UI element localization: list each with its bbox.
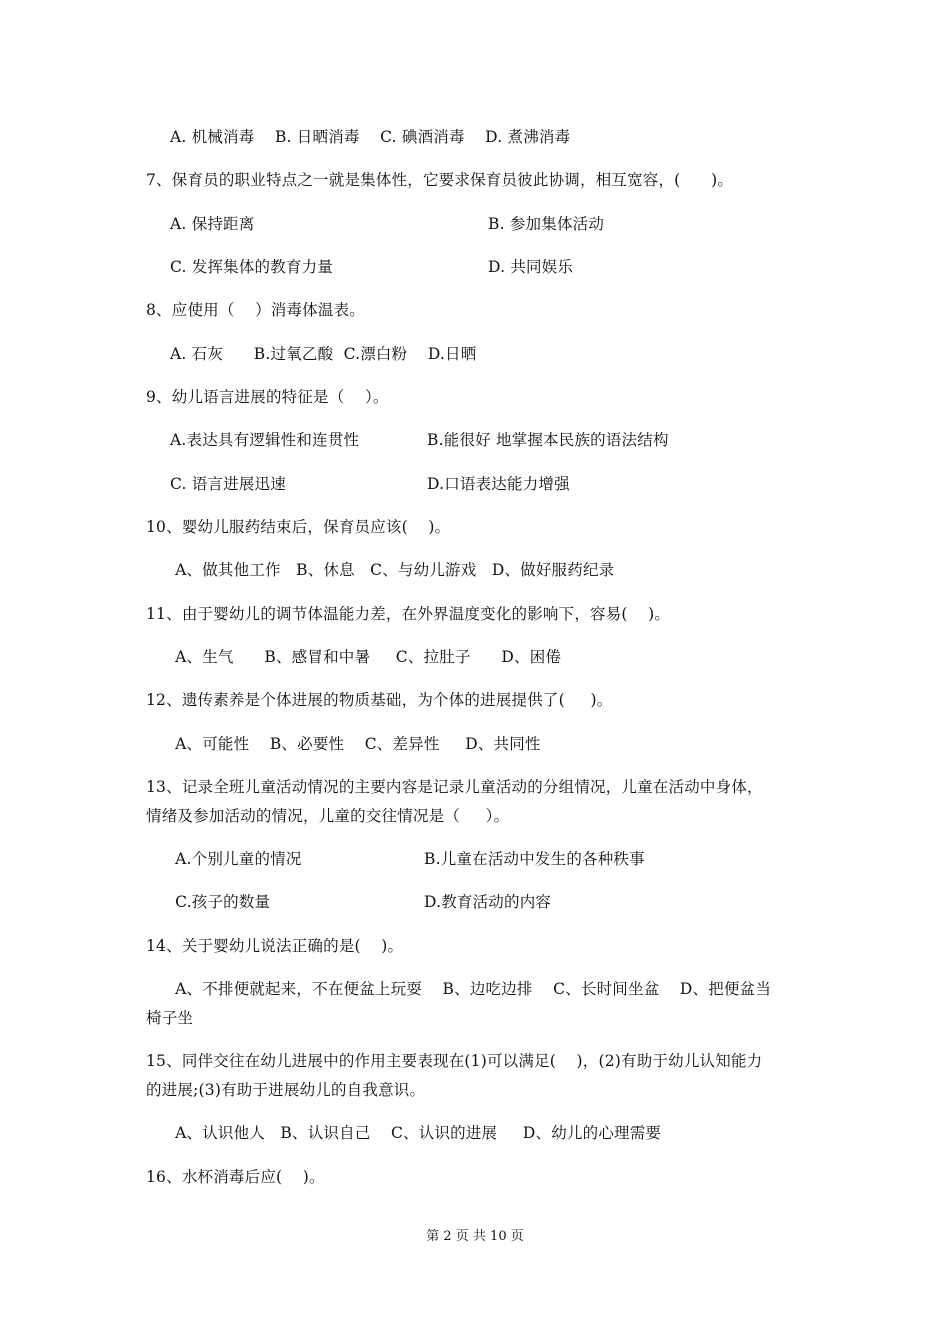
question-16: 16、水杯消毒后应( )。 [146, 1168, 325, 1186]
question-15-line-2: 的进展;(3)有助于进展幼儿的自我意识。 [146, 1081, 426, 1099]
question-9: 9、幼儿语言进展的特征是（ ）。 [146, 388, 389, 406]
q7-option-c: C. 发挥集体的教育力量 [170, 258, 334, 276]
q14-options-line-1: A、不排便就起来，不在便盆上玩耍 B、边吃边排 C、长时间坐盆 D、把便盆当 [170, 980, 772, 998]
q11-options: A、生气 B、感冒和中暑 C、拉肚子 D、困倦 [170, 648, 562, 666]
q13-option-c: C.孩子的数量 [170, 893, 271, 911]
q12-options: A、可能性 B、必要性 C、差异性 D、共同性 [170, 735, 541, 753]
question-7: 7、保育员的职业特点之一就是集体性，它要求保育员彼此协调，相互宽容，( )。 [146, 171, 734, 189]
q6-options: A. 机械消毒 B. 日晒消毒 C. 碘酒消毒 D. 煮沸消毒 [170, 128, 571, 146]
q14-options-line-2: 椅子坐 [146, 1009, 194, 1027]
question-12: 12、遗传素养是个体进展的物质基础，为个体的进展提供了( )。 [146, 691, 613, 709]
question-15-line-1: 15、同伴交往在幼儿进展中的作用主要表现在(1)可以满足( )，(2)有助于幼儿认知能力 [146, 1052, 763, 1070]
q13-option-a: A.个别儿童的情况 [170, 850, 302, 868]
q15-options: A、认识他人 B、认识自己 C、认识的进展 D、幼儿的心理需要 [170, 1124, 662, 1142]
question-13-line-2: 情绪及参加活动的情况，儿童的交往情况是（ ）。 [146, 807, 510, 825]
q9-option-c: C. 语言进展迅速 [170, 475, 286, 493]
q9-option-d: D.口语表达能力增强 [427, 475, 570, 493]
q7-option-a: A. 保持距离 [170, 215, 255, 233]
question-10: 10、婴幼儿服药结束后，保育员应该( )。 [146, 518, 451, 536]
q13-option-b: B.儿童在活动中发生的各种秩事 [424, 850, 645, 868]
q9-option-a: A.表达具有逻辑性和连贯性 [170, 431, 360, 449]
question-14: 14、关于婴幼儿说法正确的是( )。 [146, 937, 404, 955]
page-footer: 第 2 页 共 10 页 [426, 1229, 524, 1244]
question-11: 11、由于婴幼儿的调节体温能力差，在外界温度变化的影响下，容易( )。 [146, 605, 671, 623]
q13-option-d: D.教育活动的内容 [424, 893, 552, 911]
q7-option-b: B. 参加集体活动 [488, 215, 605, 233]
q8-options: A. 石灰 B.过氧乙酸 C.漂白粉 D.日晒 [170, 345, 477, 363]
q9-option-b: B.能很好 地掌握本民族的语法结构 [427, 431, 669, 449]
question-8: 8、应使用（ ）消毒体温表。 [146, 301, 365, 319]
q7-option-d: D. 共同娱乐 [488, 258, 574, 276]
question-13-line-1: 13、记录全班儿童活动情况的主要内容是记录儿童活动的分组情况，儿童在活动中身体， [146, 778, 763, 796]
q10-options: A、做其他工作 B、休息 C、与幼儿游戏 D、做好服药纪录 [170, 561, 615, 579]
